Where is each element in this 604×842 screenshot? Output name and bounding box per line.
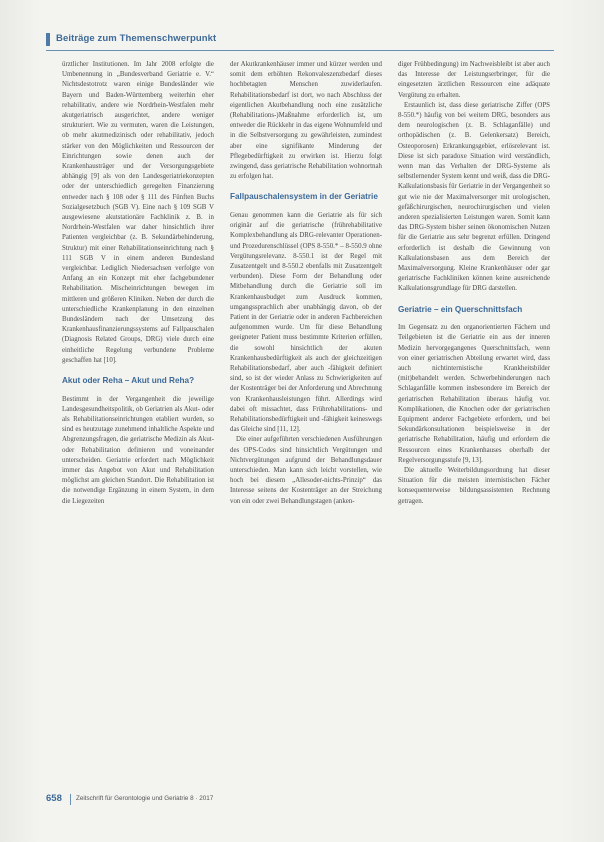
footer-divider <box>70 794 71 805</box>
section-heading-akut-oder-reha: Akut oder Reha – Akut und Reha? <box>62 376 195 386</box>
paragraph: Die aktuelle Weiterbildungsordnung hat dieser Situation für die meisten internistischen Fächer konsequenterweise bildungsassistenten Rechnung getragen. <box>398 467 550 505</box>
text-column-3 <box>398 60 550 507</box>
header-accent-bar <box>46 33 50 46</box>
section-title: Beiträge zum Themenschwerpunkt <box>56 33 217 44</box>
text-column-1 <box>62 60 214 507</box>
paragraph: Genau genommen kann die Geriatrie als für sich originär auf die geriatrische (frührehabilitative Komplexbehandlung als DRG-relevanter Operationen- und Prozedurenschlüssel (OPS 8-550.* – 8-550.9 ohne Vergütungsrelevanz. 8-550.1 ist der Regel mit Zusatzentgelt und 8-550.2 ebenfalls mit Zusatzentgelt verbunden). Diese Form der Behandlung oder Mitbehandlung durch die Geriatrie soll im Krankenhausbudget zum Ausdruck kommen, umgangssprachlich aber unabhängig davon, ob der Patient in der Geriatrie oder in anderen Fachbereichen aufgenommen wurde. Um für diese Behandlung geeigneter Patient muss bestimmte Kriterien erfüllen, die sowohl hinsichtlich der akuten Krankenhausbedürftigkeit als auch der gleichzeitigen Rehabilitationsbedarf, aber auch -fähigkeit definiert sind, so ist der wieder Anlass zu Schwierigkeiten auf der Kostenträger bei der Anforderung und Abrechnung von Krankenhausleistungen führt. Allerdings wird dabei oft missachtet, dass Frührehabilitations- und Rehabilitationsbedürftigkeit und -fähigkeit keineswegs das Gleiche sind [11, 12]. <box>230 211 382 434</box>
journal-citation: Zeitschrift für Gerontologie und Geriatrie 8 · 2017 <box>76 795 214 802</box>
paragraph: Bestimmt in der Vergangenheit die jeweilige Landesgesundheitspolitik, ob Geriatrien als Akut- oder als Rehabilitationseinrichtungen etabliert wurden, so sind es heutzutage zunehmend inhaltliche Aspekte und Abgrenzungsfragen, die geriatrische Medizin als Akut- oder Rehabilitation definieren und voneinander unterscheiden. Geriatrie erfordert nach Möglichkeit immer das Angebot von Akut und Rehabilitation möglichst am gleichen Standort. Die Rehabilitation ist die notwendige Ergänzung in einem System, in dem die Liegezeiten <box>62 395 214 505</box>
page-number: 658 <box>46 793 62 804</box>
section-heading-fallpauschalensystem: Fallpauschalensystem in der Geriatrie <box>230 192 378 202</box>
paragraph: diger Frühbedingung) im Nachweisbleibt ist aber auch das Interesse der Leistungserbringer, für die eingesetzten ärztlichen Ressourcen eine adäquate Vergütung zu erhalten. <box>398 61 550 99</box>
paragraph: ürztlicher Institutionen. Im Jahr 2008 erfolgte die Umbenennung in „Bundesverband Geriatrie e. V.“ Nichtsdestotrotz waren einige Bundesländer wie Bayern und Baden-Württemberg weiterhin eher rehabilitativ, andere wie Nordrhein-Westfalen mehr akutgeriatrisch ausgerichtet, andere weniger strukturiert. Wie zu vermuten, waren die Leistungen, ob mehr akutmedizinisch oder rehabilitativ, jedoch stärker von den Möglichkeiten und Ressourcen der Einrichtungen sowie denen auch der Krankenhausträger und der Versorgungsgebiete abhängig [9] als von den Landesgeriatriekonzepten oder der unterschiedlich geregelten Finanzierung entweder nach § 108 oder § 111 des Fünften Buchs Sozialgesetzbuch (SGB V). Eine nach § 109 SGB V ausgewiesene akutstationäre Fachklinik z. B. in Nordrhein-Westfalen war daher hinsichtlich ihrer Patienten vergleichbar (z. B. Sekundärbehinderung, Struktur) mit einer Rehabilitationseinrichtung nach § 111 SGB V in einem anderen Bundesland vergleichbar. Lediglich Niedersachsen verfolgte von Anfang an ein Konzept mit eher fachgebundener Rehabilitation. Mischeinrichtungen bewegen im mittleren und größeren Kliniken. Neben der durch die unterschiedliche Krankenplanung in den einzelnen Bundesländern nach der Umsetzung des Krankenhausfinanzierungssystems auf Fallpauschalen (Diagnosis Related Groups, DRG) viele durch eine einheitliche Regelung verbundene Probleme geschaffen hat [10]. <box>62 61 214 364</box>
paragraph: Erstaunlich ist, dass diese geriatrische Ziffer (OPS 8-550.*) häufig von bei weitem DRG, besonders aus dem neurologischen (z. B. Schlaganfälle) und orthopädischen (z. B. Gelenkersatz) Bereich, Osteoporosen) Erkrankungsgebiet, erlösrelevant ist. Diese ist sich paradoxe Situation wird verständlich, wenn man das Verhalten der DRG-Systeme als selbstlernender System kennt und weiß, dass die DRG-Kalkulationsbasis für Geriatrie in der Vergangenheit so gut wie nie der Maximalversorger mit urologischen, gefäßchirurgischen, neurochirurgischen und vielen anderen spezialisierten Leistungen waren. Somit kann das DRG-System bisher seinen ökonomischen Nutzen für die Geriatrie aus sehr begrenzt erfüllen. Dringend erforderlich ist deshalb die Gewinnung von Kalkulationsbasen aus dem Bereich der Maximalversorgung. Kleine Krankenhäuser oder gar geriatrische Fachkliniken können keine ausreichende Kalkulationsgrundlage für DRG darstellen. <box>398 101 550 293</box>
paragraph: Im Gegensatz zu den organorientierten Fächern und Teilgebieten ist die Geriatrie ein aus der inneren Medizin hervorgegangenes Querschnittsfach, wenn von einer geriatrischen Abteilung erwartet wird, dass auch nichtinternistische Krankheitsbilder (mit)behandelt werden. Schwerbehinderungen nach Schlaganfälle kommen insbesondere im Bereich der geriatrischen Rehabilitation überaus häufig vor. Komplikationen, die Knochen oder der geriatrischen Equipment anderer Fachgebiete erfordern, und bei Sekundärkonsultationen beispielsweise in der geriatrische Rehabilitation, häufig und erfordern die Ressourcen eines Krankenhauses oberhalb der Regelversorgungsstufe [9, 13]. <box>398 324 550 464</box>
header-rule <box>46 50 554 51</box>
section-heading-querschnittsfach: Geriatrie – ein Querschnittsfach <box>398 304 523 314</box>
paragraph: Die einer aufgeführten verschiedenen Ausführungen des OPS-Codes sind hinsichtlich Vergütungen und Nichtvergütungen aufgrund der Behandlungsdauer unterschieden. Man kann sich leicht vorstellen, wie hoch bei diesem „Allesoder-nichts-Prinzip“ das Interesse seitens der Kostenträger an der Streichung von ein oder zwei Behandlungstagen (anken- <box>230 436 382 505</box>
page-footer <box>46 793 346 807</box>
text-column-2 <box>230 60 382 507</box>
paragraph: der Akutkrankenhäuser immer und kürzer werden und somit dem erhöhten Rekonvaleszenzbedarf dieses hochbetagten Menschen zuwiderlaufen. Rehabilitationsbedarf ist dort, wo nach Abschluss der eigentlichen Akutbehandlung noch eine zusätzliche (Rehabilitations-)Maßnahme erforderlich ist, um entweder die Rückkehr in das eigene Wohnumfeld und in die Selbstversorgung zu gewährleisten, zumindest aber eine signifikante Minderung der Pflegebedürftigkeit zu erwirken ist. Hierzu folgt zwingend, dass geriatrische Rehabilitation wohnortnah zu erfolgen hat. <box>230 61 382 181</box>
section-header <box>46 33 554 49</box>
